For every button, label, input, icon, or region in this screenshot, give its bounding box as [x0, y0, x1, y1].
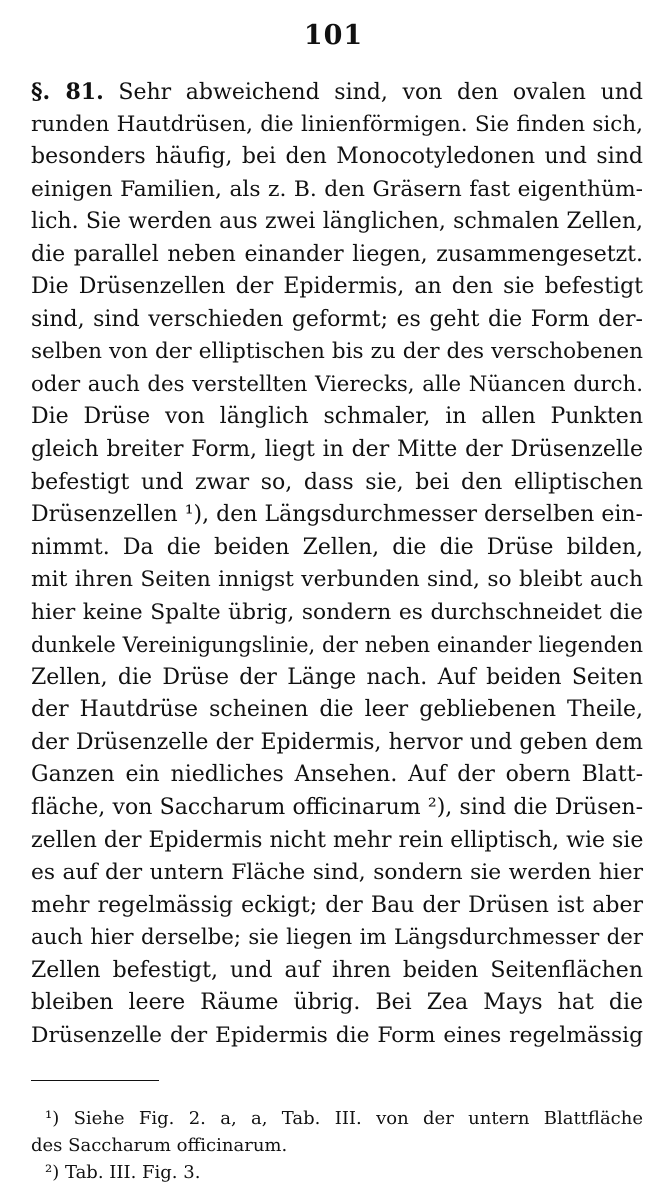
footnote-2: ²) Tab. III. Fig. 3. [45, 1162, 201, 1183]
text-line: einigen Familien, als z. B. den Gräsern fast eigenthüm- [31, 176, 643, 202]
text-line: Zellen, die Drüse der Länge nach. Auf beiden Seiten [31, 664, 643, 690]
text-line: auch hier derselbe; sie liegen im Längsdurchmesser der [31, 925, 643, 951]
text-line: fläche, von Saccharum officinarum ²), sind die Drüsen- [31, 795, 643, 821]
text-line: es auf der untern Fläche sind, sondern sie werden hier [31, 860, 643, 886]
text-line: runden Hautdrüsen, die linienförmigen. Sie finden sich, [31, 111, 643, 137]
text-line: lich. Sie werden aus zwei länglichen, schmalen Zellen, [31, 209, 643, 235]
text-line: sind, sind verschieden geformt; es geht die Form der- [31, 306, 643, 332]
text-line: mit ihren Seiten innigst verbunden sind, so bleibt auch [31, 567, 643, 593]
text-line: bleiben leere Räume übrig. Bei Zea Mays hat die [31, 990, 643, 1016]
footnote-1-continuation: des Saccharum officinarum. [31, 1135, 288, 1156]
footnote-divider [31, 1080, 159, 1081]
text-line: der Hautdrüse scheinen die leer gebliebenen Theile, [31, 697, 643, 723]
text-line: dunkele Vereinigungslinie, der neben einander liegenden [31, 633, 643, 658]
text-line: Ganzen ein niedliches Ansehen. Auf der obern Blatt- [31, 762, 643, 788]
section-mark: §. 81. [31, 79, 104, 105]
body-text [31, 76, 643, 1052]
text-line: der Drüsenzelle der Epidermis, hervor und geben dem [31, 729, 643, 755]
text-line: §. 81. Sehr abweichend sind, von den ovalen und [31, 79, 643, 105]
footnotes [31, 1105, 643, 1186]
page-number: 101 [303, 20, 364, 51]
text-line: besonders häufig, bei den Monocotyledonen und sind [31, 144, 643, 170]
text-line: mehr regelmässig eckigt; der Bau der Drüsen ist aber [31, 892, 643, 918]
text-line: Die Drüse von länglich schmaler, in allen Punkten [31, 404, 643, 430]
text-line: Drüsenzellen ¹), den Längsdurchmesser derselben ein- [31, 502, 643, 528]
text-line: gleich breiter Form, liegt in der Mitte der Drüsenzelle [31, 437, 643, 463]
footnote-1: ¹) Siehe Fig. 2. a, a, Tab. III. von der untern Blattfläche [45, 1108, 643, 1129]
text-line: die parallel neben einander liegen, zusammengesetzt. [31, 241, 643, 267]
text-line: Zellen befestigt, und auf ihren beiden Seitenflächen [31, 957, 643, 983]
text-line: oder auch des verstellten Vierecks, alle Nüancen durch. [31, 371, 643, 397]
text-line: Drüsenzelle der Epidermis die Form eines regelmässig [31, 1022, 643, 1048]
text-line: selben von der elliptischen bis zu der des verschobenen [31, 339, 643, 365]
text-line: Die Drüsenzellen der Epidermis, an den sie befestigt [31, 274, 643, 300]
text-line: nimmt. Da die beiden Zellen, die die Drüse bilden, [31, 534, 643, 560]
text-line: zellen der Epidermis nicht mehr rein elliptisch, wie sie [31, 827, 644, 853]
text-line: befestigt und zwar so, dass sie, bei den elliptischen [31, 469, 643, 495]
text-line: hier keine Spalte übrig, sondern es durchschneidet die [31, 599, 643, 625]
